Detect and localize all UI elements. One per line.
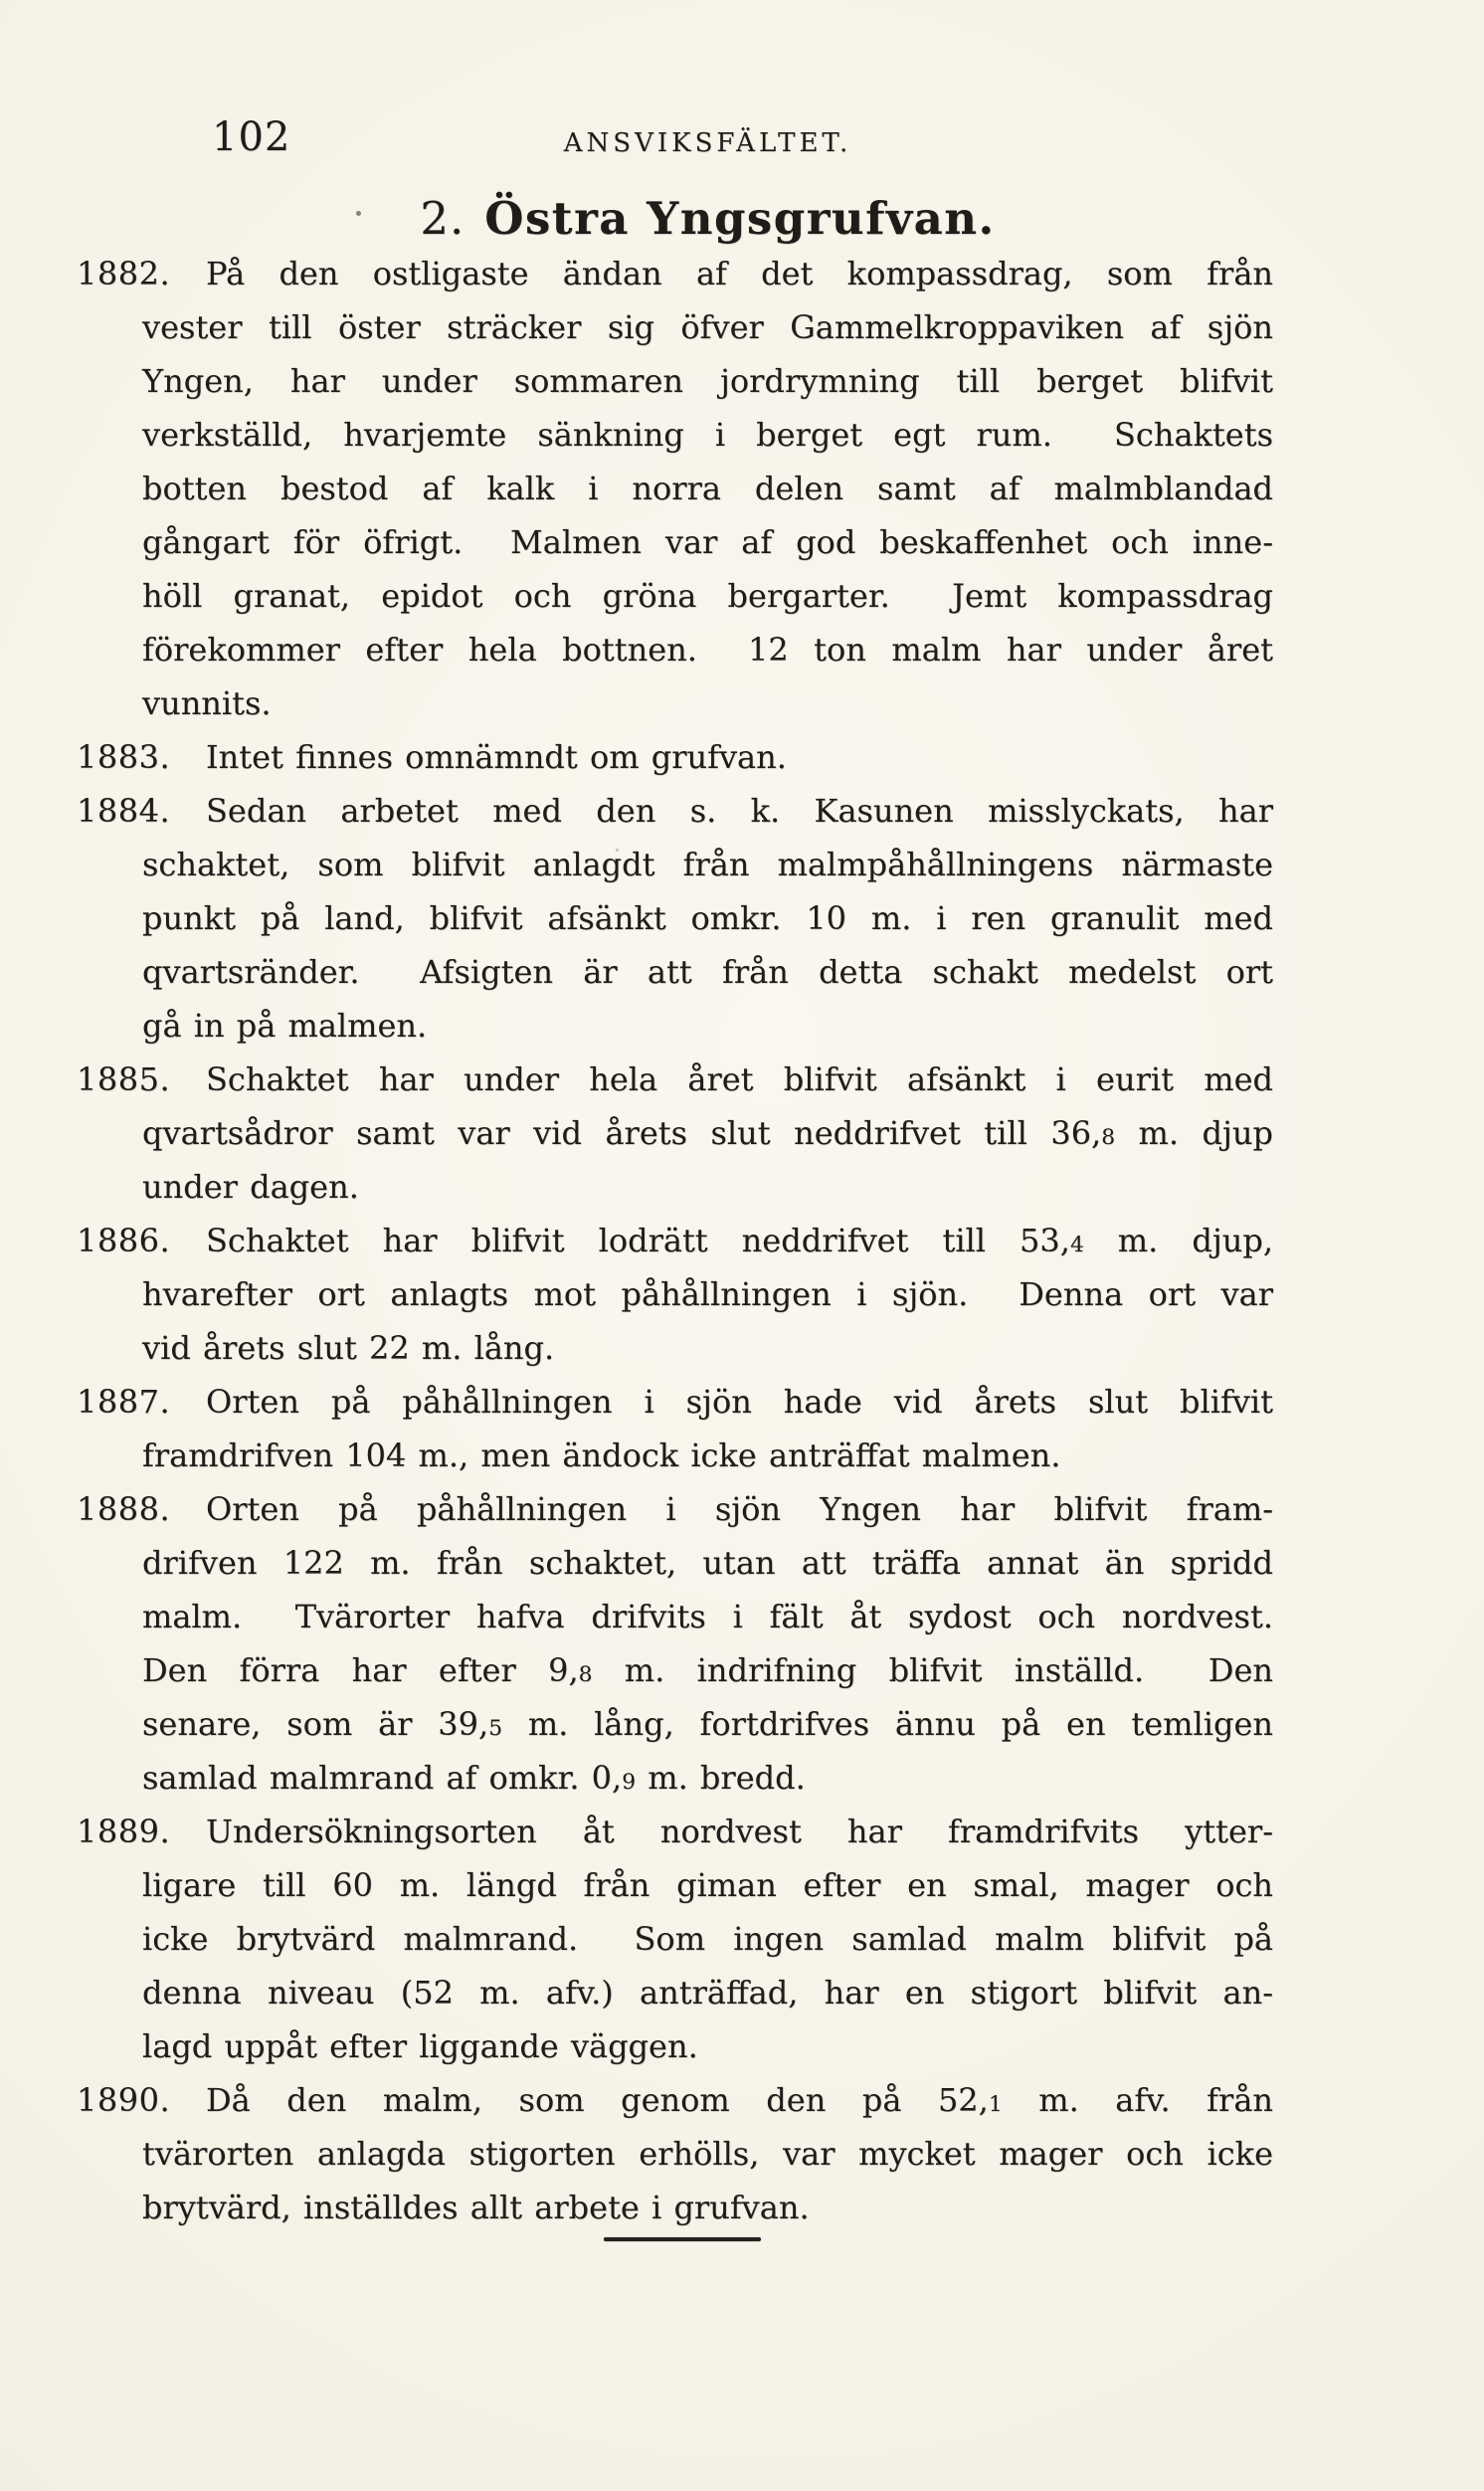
text-line: under dagen. (142, 1168, 359, 1206)
text-line: Sedan arbetet med den s. k. Kasunen misslyckats, har (206, 792, 1273, 830)
ink-speck (356, 211, 361, 216)
entry-1884 (77, 784, 1273, 1053)
text-line: qvartsränder. Afsigten är att från detta schakt medelst ort (142, 953, 1273, 991)
text-line: botten bestod af kalk i norra delen samt af malmblandad (142, 470, 1273, 507)
section-heading (142, 189, 1273, 249)
text-line: drifven 122 m. från schaktet, utan att träffa annat än spridd (142, 1544, 1273, 1582)
entry-year: 1885. (77, 1060, 171, 1098)
text-line: ligare till 60 m. längd från giman efter en smal, mager och (142, 1866, 1273, 1904)
text-line: samlad malmrand af omkr. 0,9 m. bredd. (142, 1759, 806, 1797)
entry-year: 1890. (77, 2081, 171, 2119)
text-line: På den ostligaste ändan af det kompassdrag, som från (206, 255, 1273, 292)
text-line: lagd uppåt efter liggande väggen. (142, 2027, 698, 2065)
entry-text (142, 784, 1273, 1053)
text-line: denna niveau (52 m. afv.) anträffad, har en stigort blifvit an- (142, 1974, 1273, 2012)
entry-text (142, 1053, 1273, 1214)
text-line: malm. Tvärorter hafva drifvits i fält åt sydost och nordvest. (142, 1598, 1273, 1635)
text-line: förekommer efter hela bottnen. 12 ton malm har under året (142, 631, 1273, 669)
text-line: schaktet, som blifvit anlagdt från malmpåhållningens närmaste (142, 846, 1273, 883)
text-line: höll granat, epidot och gröna bergarter. Jemt kompassdrag (142, 577, 1273, 615)
yearly-entries (77, 247, 1274, 2234)
text-line: hvarefter ort anlagts mot påhållningen i sjön. Denna ort var (142, 1275, 1273, 1313)
text-line: Yngen, har under sommaren jordrymning till berget blifvit (142, 362, 1273, 400)
entry-year: 1886. (77, 1222, 171, 1259)
text-line: Då den malm, som genom den på 52,1 m. afv. från (206, 2081, 1274, 2119)
text-line: qvartsådror samt var vid årets slut neddrifvet till 36,8 m. djup (142, 1114, 1273, 1152)
entry-1882 (77, 247, 1273, 730)
entry-text (142, 730, 1273, 784)
text-line: Orten på påhållningen i sjön hade vid årets slut blifvit (206, 1383, 1273, 1421)
text-line: brytvärd, inställdes allt arbete i grufvan. (142, 2189, 810, 2226)
entry-year: 1889. (77, 1813, 171, 1850)
entry-year: 1887. (77, 1383, 171, 1421)
entry-text (142, 1375, 1273, 1482)
entry-year: 1882. (77, 255, 171, 292)
text-line: gångart för öfrigt. Malmen var af god beskaffenhet och inne- (142, 523, 1273, 561)
entry-1885 (77, 1053, 1273, 1214)
entry-text (142, 1482, 1273, 1805)
text-line: Den förra har efter 9,8 m. indrifning blifvit inställd. Den (142, 1651, 1273, 1689)
text-line: vid årets slut 22 m. lång. (142, 1329, 555, 1367)
text-line: gå in på malmen. (142, 1007, 428, 1045)
page-number: 102 (212, 114, 291, 160)
entry-text (142, 1805, 1273, 2073)
entry-year: 1883. (77, 738, 171, 776)
entry-1888 (77, 1482, 1274, 1805)
text-line: punkt på land, blifvit afsänkt omkr. 10 m. i ren granulit med (142, 899, 1273, 937)
entry-year: 1888. (77, 1490, 171, 1528)
entry-year: 1884. (77, 792, 171, 830)
entry-1889 (77, 1805, 1273, 2073)
entry-text (142, 247, 1273, 730)
section-number: 2. (420, 192, 465, 245)
text-line: Schaktet har under hela året blifvit afsänkt i eurit med (206, 1060, 1273, 1098)
text-line: framdrifven 104 m., men ändock icke anträffat malmen. (142, 1437, 1061, 1474)
text-line: Orten på påhållningen i sjön Yngen har blifvit fram- (206, 1490, 1273, 1528)
entry-text (142, 2073, 1273, 2234)
entry-1883 (77, 730, 1273, 784)
text-line: verkställd, hvarjemte sänkning i berget egt rum. Schaktets (142, 416, 1273, 454)
running-header: ANSVIKSFÄLTET. (563, 128, 852, 158)
text-line: Intet finnes omnämndt om grufvan. (206, 738, 787, 776)
section-end-rule (604, 2237, 761, 2241)
entry-1886 (77, 1214, 1274, 1375)
text-line: vester till öster sträcker sig öfver Gammelkroppaviken af sjön (142, 308, 1273, 346)
text-line: tvärorten anlagda stigorten erhölls, var mycket mager och icke (142, 2135, 1273, 2173)
text-line: Undersökningsorten åt nordvest har framdrifvits ytter- (206, 1813, 1273, 1850)
text-line: icke brytvärd malmrand. Som ingen samlad malm blifvit på (142, 1920, 1273, 1958)
text-line: Schaktet har blifvit lodrätt neddrifvet till 53,4 m. djup, (206, 1222, 1274, 1259)
text-line: vunnits. (142, 684, 272, 722)
entry-1890 (77, 2073, 1274, 2234)
entry-1887 (77, 1375, 1273, 1482)
text-line: senare, som är 39,5 m. lång, fortdrifves ännu på en temligen (142, 1705, 1274, 1743)
section-title: Östra Yngsgrufvan. (484, 192, 996, 245)
entry-text (142, 1214, 1273, 1375)
